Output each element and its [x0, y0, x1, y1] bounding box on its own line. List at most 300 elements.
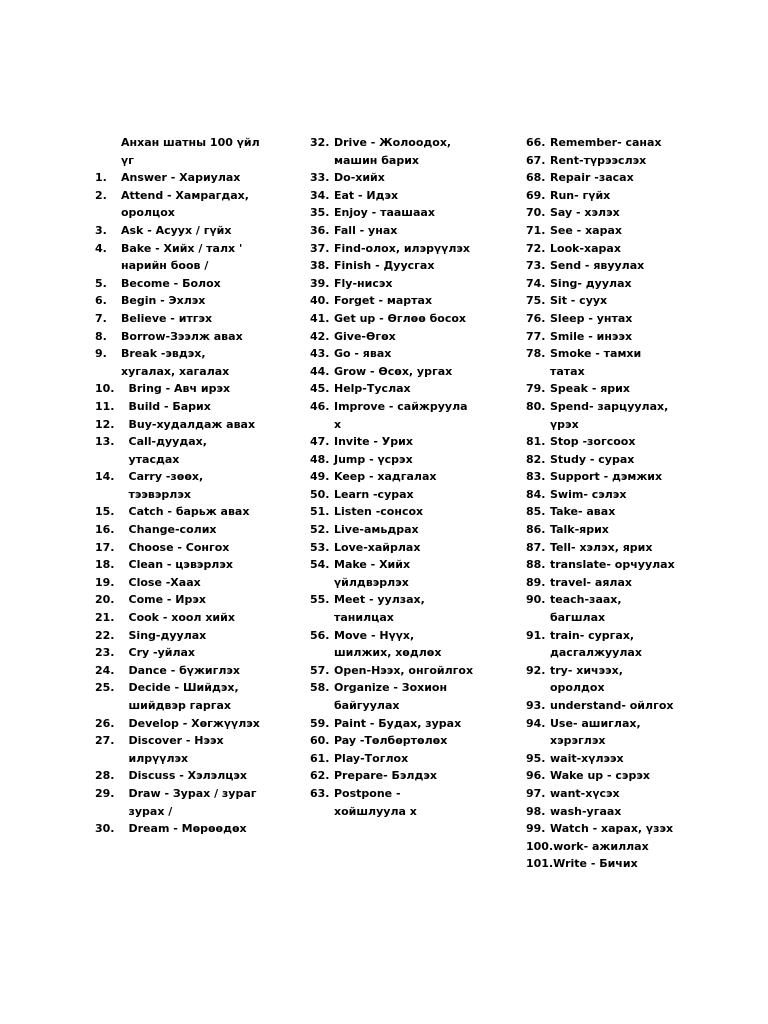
item-number: 12. — [95, 417, 115, 431]
item-text: understand- ойлгох — [550, 699, 674, 712]
item-number: 49. — [310, 470, 330, 484]
list-item — [95, 222, 260, 240]
item-text: Come - Ирэх — [128, 593, 206, 607]
item-text: Fall - унах — [334, 223, 398, 237]
item-text: Sing-дуулах — [128, 628, 207, 642]
item-number: 29. — [95, 786, 115, 800]
list-item — [310, 363, 475, 381]
list-item — [526, 240, 676, 258]
list-item — [310, 662, 475, 680]
list-item — [526, 521, 676, 539]
item-text: Play-Тоглох — [334, 751, 409, 765]
item-number: 8. — [95, 329, 107, 343]
item-text: Meet - уулзах, танилцах — [334, 593, 425, 625]
item-text: Learn -сурах — [334, 487, 414, 501]
item-number: 75. — [526, 294, 546, 308]
list-item — [310, 785, 475, 820]
item-text: Talk-ярих — [550, 523, 609, 537]
item-number: 70. — [526, 206, 546, 220]
item-text: translate- орчуулах — [550, 558, 675, 572]
list-item — [526, 855, 676, 873]
item-text: Write - Бичих — [553, 857, 638, 871]
item-text: Postpone - хойшлуула х — [334, 786, 417, 818]
item-text: Speak - ярих — [550, 382, 630, 396]
item-text: Clean - цэвэрлэх — [128, 558, 233, 572]
item-text: Run- гүйх — [550, 188, 611, 202]
list-item — [526, 292, 676, 310]
list-item — [526, 451, 676, 469]
item-text: Discuss - Хэлэлцэх — [128, 769, 248, 783]
list-item — [310, 187, 475, 205]
list-item — [95, 468, 260, 503]
item-text: Love-хайрлах — [334, 540, 421, 554]
list-item — [310, 521, 475, 539]
item-number: 9. — [95, 347, 107, 361]
item-number: 46. — [310, 399, 330, 413]
item-number: 16. — [95, 523, 115, 537]
item-text: Go - явах — [334, 347, 392, 361]
item-text: Do-хийх — [334, 171, 385, 185]
item-text: travel- аялах — [550, 575, 632, 589]
item-number: 81. — [526, 435, 546, 449]
list-item — [310, 468, 475, 486]
list-item — [310, 257, 475, 275]
item-text: Take- авах — [550, 505, 616, 519]
column-2 — [310, 134, 475, 896]
item-number: 69. — [526, 188, 546, 202]
item-text: Smile - инээх — [550, 329, 633, 343]
item-number: 92. — [526, 663, 546, 677]
list-item — [526, 591, 676, 626]
item-text: Carry -зөөх, тээвэрлэх — [128, 470, 204, 501]
item-number: 66. — [526, 136, 546, 149]
item-number: 48. — [310, 452, 330, 466]
list-item — [95, 345, 260, 380]
list-item — [95, 398, 260, 416]
list-item — [95, 609, 260, 627]
list-item — [95, 627, 260, 645]
item-number: 36. — [310, 223, 330, 237]
item-number: 98. — [526, 804, 546, 818]
item-number: 30. — [95, 822, 115, 836]
item-text: Forget - мартах — [334, 294, 433, 308]
item-text: Enjoy - таашаах — [334, 206, 435, 220]
item-text: Remember- санах — [550, 136, 662, 149]
item-number: 45. — [310, 382, 330, 396]
item-number: 84. — [526, 487, 546, 501]
item-text: Buy-худалдаж авах — [128, 417, 256, 431]
list-item — [526, 503, 676, 521]
item-text: want-хүсэх — [550, 786, 620, 800]
item-text: Help-Туслах — [334, 382, 411, 396]
item-text: Call-дуудах, утасдах — [128, 435, 207, 466]
item-text: Dance - бүжиглэх — [128, 663, 241, 677]
item-text: Jump - үсрэх — [334, 452, 413, 466]
list-item — [526, 328, 676, 346]
item-number: 99. — [526, 822, 546, 836]
list-item — [310, 134, 475, 169]
item-number: 19. — [95, 575, 115, 589]
item-number: 15. — [95, 505, 115, 519]
item-number: 22. — [95, 628, 115, 642]
item-text: Discover - Нээх илрүүлэх — [128, 734, 224, 765]
item-number: 50. — [310, 487, 330, 501]
item-text: train- сургах, дасгалжуулах — [550, 628, 642, 660]
item-number: 43. — [310, 347, 330, 361]
list-item — [310, 715, 475, 733]
item-text: teach-заах, багшлах — [550, 593, 622, 625]
item-number: 62. — [310, 769, 330, 783]
list-item — [310, 240, 475, 258]
item-number: 91. — [526, 628, 546, 642]
list-item — [526, 539, 676, 557]
item-number: 72. — [526, 241, 546, 255]
list-item — [95, 715, 260, 733]
item-number: 40. — [310, 294, 330, 308]
item-text: Fly-нисэх — [334, 276, 393, 290]
verb-list-2 — [310, 134, 475, 820]
item-number: 73. — [526, 259, 546, 273]
item-text: Move - Нүүх, шилжих, хөдлөх — [334, 628, 442, 660]
list-item — [310, 328, 475, 346]
list-item — [526, 767, 676, 785]
item-number: 78. — [526, 347, 546, 361]
item-number: 34. — [310, 188, 330, 202]
list-item — [526, 785, 676, 803]
item-number: 101. — [526, 857, 554, 871]
item-text: Find-олох, илэрүүлэх — [334, 241, 471, 255]
item-number: 1. — [95, 171, 107, 185]
list-item — [526, 820, 676, 838]
item-number: 24. — [95, 663, 115, 677]
item-text: Bake - Хийх / талх ' нарийн боов / — [121, 241, 243, 273]
item-number: 18. — [95, 558, 115, 572]
item-number: 5. — [95, 276, 107, 290]
list-item — [95, 240, 260, 275]
item-text: Use- ашиглах, хэрэглэх — [550, 716, 641, 748]
item-text: Tell- хэлэх, ярих — [550, 540, 653, 554]
item-text: Send - явуулах — [550, 259, 645, 273]
item-text: Ask - Асуух / гүйх — [121, 223, 232, 237]
item-number: 97. — [526, 786, 546, 800]
item-number: 21. — [95, 611, 115, 625]
list-item — [526, 275, 676, 293]
list-item — [310, 292, 475, 310]
item-text: Attend - Хамрагдах, оролцох — [121, 188, 249, 220]
list-item — [526, 257, 676, 275]
verb-list-3 — [526, 134, 676, 873]
list-item — [310, 169, 475, 187]
list-item — [310, 539, 475, 557]
list-item — [95, 433, 260, 468]
item-number: 55. — [310, 593, 330, 607]
list-item — [310, 591, 475, 626]
item-text: Close -Хаах — [128, 575, 201, 589]
item-number: 80. — [526, 399, 546, 413]
item-text: Begin - Эхлэх — [121, 294, 206, 308]
item-text: Bring - Авч ирэх — [128, 382, 231, 396]
item-text: Dream - Мөрөөдөх — [128, 822, 247, 836]
item-text: Say - хэлэх — [550, 206, 620, 220]
item-text: Study - сурах — [550, 452, 635, 466]
item-number: 86. — [526, 523, 546, 537]
item-number: 71. — [526, 223, 546, 237]
item-text: Finish - Дуусгах — [334, 259, 435, 273]
item-number: 39. — [310, 276, 330, 290]
list-item — [95, 556, 260, 574]
list-item — [95, 169, 260, 187]
item-text: See - харах — [550, 223, 622, 237]
list-item — [310, 380, 475, 398]
item-text: Live-амьдрах — [334, 523, 419, 537]
item-number: 87. — [526, 540, 546, 554]
list-item — [526, 468, 676, 486]
item-number: 68. — [526, 171, 546, 185]
item-text: Organize - Зохион байгуулах — [334, 681, 448, 712]
item-text: Choose - Сонгох — [128, 540, 230, 554]
item-text: Catch - барьж авах — [128, 505, 250, 519]
item-text: Spend- зарцуулах, үрэх — [550, 399, 669, 431]
list-item — [526, 380, 676, 398]
list-item — [95, 767, 260, 785]
item-number: 67. — [526, 153, 546, 167]
item-number: 3. — [95, 223, 107, 237]
item-text: Improve - сайжруула х — [334, 399, 468, 431]
item-number: 57. — [310, 663, 330, 677]
list-item — [526, 345, 676, 380]
item-text: Believe - итгэх — [121, 311, 213, 325]
column-1 — [95, 134, 260, 896]
item-number: 7. — [95, 311, 107, 325]
item-number: 56. — [310, 628, 330, 642]
item-text: Sing- дуулах — [550, 276, 632, 290]
list-item — [95, 539, 260, 557]
item-text: Draw - Зурах / зураг зурах / — [128, 786, 257, 818]
item-number: 51. — [310, 505, 330, 519]
item-text: Swim- сэлэх — [550, 487, 627, 501]
list-item — [526, 204, 676, 222]
list-item — [526, 187, 676, 205]
list-item — [95, 785, 260, 820]
item-text: Give-Өгөх — [334, 329, 396, 343]
item-text: Eat - Идэх — [334, 188, 399, 202]
list-item — [310, 750, 475, 768]
column-3 — [526, 134, 676, 896]
item-text: Support - дэмжих — [550, 470, 663, 484]
item-number: 13. — [95, 435, 115, 449]
list-item — [95, 820, 260, 838]
list-item — [526, 433, 676, 451]
page-title: Анхан шатны 100 үйл үг — [121, 136, 260, 167]
item-text: Sleep - унтах — [550, 311, 633, 325]
list-item — [310, 275, 475, 293]
list-item — [95, 328, 260, 346]
item-number: 47. — [310, 435, 330, 449]
item-number: 6. — [95, 294, 107, 308]
list-item — [526, 152, 676, 170]
item-number: 14. — [95, 470, 115, 484]
item-text: Cry -уйлах — [128, 646, 196, 660]
list-item — [310, 222, 475, 240]
item-text: Develop - Хөгжүүлэх — [128, 716, 260, 730]
item-number: 41. — [310, 311, 330, 325]
item-text: Smoke - тамхи татах — [550, 347, 642, 378]
list-item — [310, 486, 475, 504]
item-number: 52. — [310, 523, 330, 537]
list-item — [526, 398, 676, 433]
item-text: Listen -сонсох — [334, 505, 424, 519]
item-number: 59. — [310, 716, 330, 730]
item-number: 85. — [526, 505, 546, 519]
item-text: Wake up - сэрэх — [550, 769, 650, 783]
list-item — [95, 275, 260, 293]
list-item — [526, 556, 676, 574]
item-number: 4. — [95, 241, 107, 255]
item-number: 53. — [310, 540, 330, 554]
item-text: work- ажиллах — [553, 839, 649, 853]
item-text: Prepare- Бэлдэх — [334, 769, 437, 783]
item-text: Answer - Хариулах — [121, 171, 241, 185]
list-item — [310, 398, 475, 433]
item-text: Paint - Будах, зурах — [334, 716, 462, 730]
list-item — [526, 310, 676, 328]
list-item — [95, 503, 260, 521]
item-text: Build - Барих — [128, 399, 211, 413]
list-item — [310, 556, 475, 591]
item-text: Sit - суух — [550, 294, 608, 308]
item-text: Decide - Шийдэх, шийдвэр гаргах — [128, 681, 239, 712]
list-item — [526, 627, 676, 662]
item-text: Grow - Өсөх, ургах — [334, 364, 453, 378]
list-item — [310, 503, 475, 521]
item-number: 44. — [310, 364, 330, 378]
item-text: Drive - Жолоодох, машин барих — [334, 136, 452, 167]
list-item — [526, 662, 676, 697]
item-number: 61. — [310, 751, 330, 765]
item-number: 88. — [526, 558, 546, 572]
item-number: 79. — [526, 382, 546, 396]
item-number: 76. — [526, 311, 546, 325]
item-text: Make - Хийх үйлдвэрлэх — [334, 558, 411, 589]
list-item — [95, 732, 260, 767]
list-item — [526, 803, 676, 821]
list-item — [310, 310, 475, 328]
item-number: 100. — [526, 839, 554, 853]
list-item — [526, 574, 676, 592]
item-number: 33. — [310, 171, 330, 185]
item-number: 94. — [526, 716, 546, 730]
list-item — [526, 169, 676, 187]
item-text: Keep - хадгалах — [334, 470, 437, 484]
item-number: 74. — [526, 276, 546, 290]
list-item — [310, 451, 475, 469]
list-item — [526, 697, 676, 715]
item-number: 63. — [310, 786, 330, 800]
item-number: 96. — [526, 769, 546, 783]
list-item — [95, 380, 260, 398]
item-number: 95. — [526, 751, 546, 765]
item-number: 89. — [526, 575, 546, 589]
item-number: 32. — [310, 136, 330, 149]
item-text: Get up - Өглөө босох — [334, 311, 467, 325]
item-number: 11. — [95, 399, 115, 413]
list-item — [95, 662, 260, 680]
item-number: 2. — [95, 188, 107, 202]
list-item — [526, 750, 676, 768]
list-item — [95, 679, 260, 714]
list-item — [95, 187, 260, 222]
item-number: 10. — [95, 382, 115, 396]
list-item — [526, 134, 676, 152]
item-number: 26. — [95, 716, 115, 730]
verb-list-1 — [95, 169, 260, 838]
list-item — [310, 433, 475, 451]
item-number: 82. — [526, 452, 546, 466]
item-text: try- хичээх, оролдох — [550, 663, 623, 695]
list-item — [95, 310, 260, 328]
item-number: 77. — [526, 329, 546, 343]
item-text: Rent-түрээслэх — [550, 153, 647, 167]
item-number: 54. — [310, 558, 330, 572]
item-number: 27. — [95, 734, 115, 748]
item-text: Change-солих — [128, 523, 217, 537]
item-number: 83. — [526, 470, 546, 484]
item-text: Break -эвдэх, хугалах, хагалах — [121, 347, 230, 378]
item-text: Cook - хоол хийх — [128, 611, 235, 625]
item-number: 28. — [95, 769, 115, 783]
item-number: 93. — [526, 699, 546, 712]
list-item — [310, 767, 475, 785]
list-item — [526, 838, 676, 856]
list-item — [95, 591, 260, 609]
item-text: Borrow-Зээлж авах — [121, 329, 243, 343]
item-text: Invite - Урих — [334, 435, 413, 449]
list-item — [310, 204, 475, 222]
item-number: 37. — [310, 241, 330, 255]
item-number: 38. — [310, 259, 330, 273]
list-item — [95, 292, 260, 310]
list-item — [310, 679, 475, 714]
item-text: wash-угаах — [550, 804, 622, 818]
list-item — [526, 486, 676, 504]
list-item — [310, 627, 475, 662]
item-number: 60. — [310, 734, 330, 748]
item-number: 25. — [95, 681, 115, 695]
item-text: Pay -Төлбөртөлөх — [334, 734, 448, 748]
list-item — [310, 732, 475, 750]
list-item — [310, 345, 475, 363]
item-text: Watch - харах, үзэх — [550, 822, 674, 836]
item-number: 23. — [95, 646, 115, 660]
list-item — [95, 644, 260, 662]
item-text: Stop -зогсоох — [550, 435, 636, 449]
list-item — [526, 715, 676, 750]
item-number: 42. — [310, 329, 330, 343]
item-text: Look-харах — [550, 241, 621, 255]
item-text: wait-хүлээх — [550, 751, 624, 765]
item-number: 20. — [95, 593, 115, 607]
item-text: Repair -засах — [550, 171, 634, 185]
item-text: Become - Болох — [121, 276, 221, 290]
item-text: Open-Нээх, онгойлгох — [334, 663, 474, 677]
item-number: 35. — [310, 206, 330, 220]
list-item — [95, 416, 260, 434]
item-number: 17. — [95, 540, 115, 554]
item-number: 90. — [526, 593, 546, 607]
list-item — [526, 222, 676, 240]
list-item — [95, 574, 260, 592]
list-item — [95, 521, 260, 539]
